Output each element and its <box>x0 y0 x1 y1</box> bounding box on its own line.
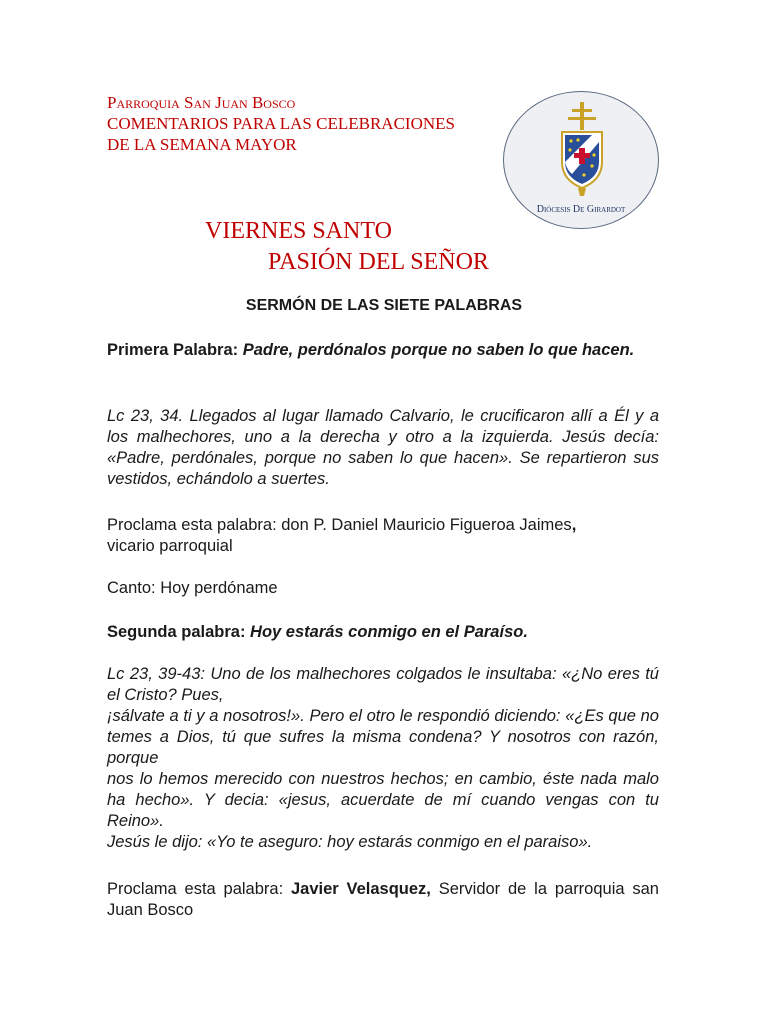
page-subtitle: PASIÓN DEL SEÑOR <box>268 249 489 275</box>
second-proclaimer-name: Javier Velasquez, <box>290 880 431 898</box>
first-song <box>107 578 659 599</box>
first-word-heading <box>107 340 659 361</box>
parish-name: Parroquia San Juan Bosco <box>107 93 296 112</box>
second-word-phrase: Hoy estarás conmigo en el Paraíso. <box>250 623 528 641</box>
second-proclaimer-prefix: Proclama esta palabra: <box>107 880 284 898</box>
second-reading-line-4: Jesús le dijo: «Yo te aseguro: hoy estarás conmigo en el paraiso». <box>107 833 593 851</box>
first-proclaimer-comma: , <box>571 516 577 534</box>
second-word-label: Segunda palabra: <box>107 623 246 641</box>
first-word-label: Primera Palabra: <box>107 341 239 359</box>
sermon-title: SERMÓN DE LAS SIETE PALABRAS <box>245 297 523 314</box>
first-word-reading <box>107 406 659 490</box>
first-song-text: Canto: Hoy perdóname <box>107 579 278 597</box>
header-subtitle-2: DE LA SEMANA MAYOR <box>107 135 297 154</box>
page-title: VIERNES SANTO <box>205 218 392 244</box>
second-word-reading <box>107 664 659 853</box>
diocese-coat-of-arms-icon <box>556 100 608 200</box>
first-proclaimer-role: vicario parroquial <box>107 537 233 555</box>
second-proclaimer-role: Servidor de la parroquia san Juan Bosco <box>107 880 659 919</box>
second-proclaimer <box>107 879 659 921</box>
second-reading-line-2: ¡sálvate a ti y a nosotros!». Pero el otro le respondió diciendo: «¿Es que no temes a Dios, tú que sufres la misma condena? Y nosotros con razón, porque <box>107 707 659 767</box>
second-reading-line-3: nos lo hemos merecido con nuestros hechos; en cambio, éste nada malo ha hecho». Y decia: «jesus, acuerdate de mí cuando vengas con tu Reino». <box>107 770 659 830</box>
first-word-phrase: Padre, perdónalos porque no saben lo que hacen. <box>242 341 635 359</box>
diocese-seal <box>503 91 659 229</box>
seal-caption: Diócesis De Girardot <box>536 204 626 215</box>
parish-header <box>107 92 455 155</box>
second-reading-line-1: Lc 23, 39-43: Uno de los malhechores colgados le insultaba: «¿No eres tú el Cristo? Pues, <box>107 665 659 704</box>
first-reading-text: Lc 23, 34. Llegados al lugar llamado Calvario, le crucificaron allí a Él y a los malhechores, uno a la derecha y otro a la izquierda. Jesús decía: «Padre, perdónales, porque no saben lo que hacen». Se repartieron sus vestidos, echándolo a suertes. <box>107 407 659 488</box>
second-word-heading <box>107 622 659 643</box>
header-subtitle-1: COMENTARIOS PARA LAS CELEBRACIONES <box>107 114 455 133</box>
first-proclaimer <box>107 515 659 557</box>
first-proclaimer-name: Proclama esta palabra: don P. Daniel Mauricio Figueroa Jaimes <box>107 516 572 534</box>
